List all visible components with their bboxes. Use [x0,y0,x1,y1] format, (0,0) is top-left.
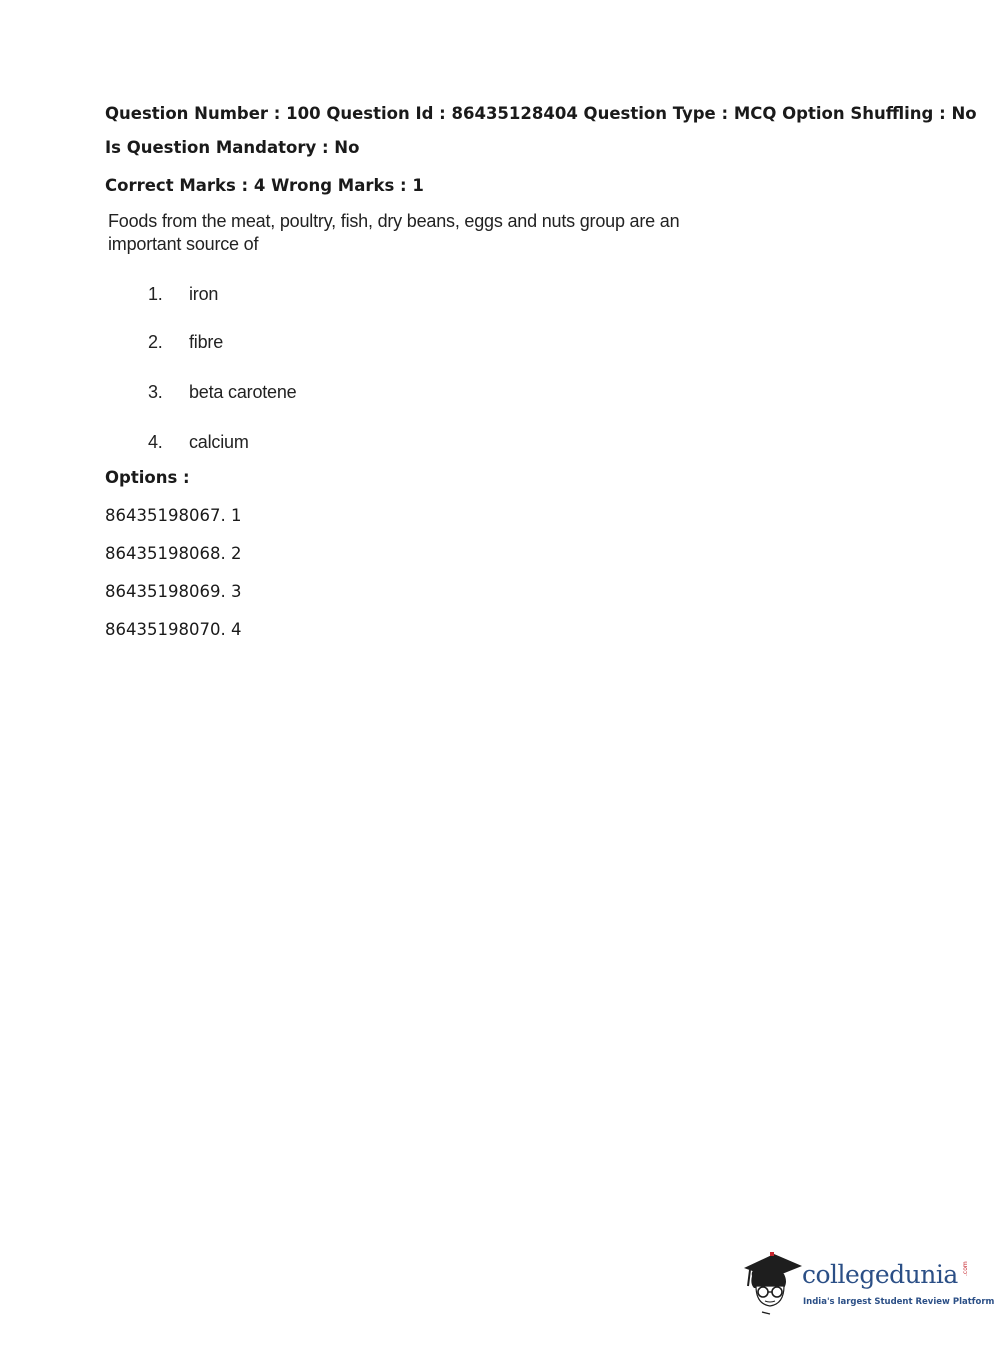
logo-tagline: India's largest Student Review Platform [803,1297,995,1307]
option-row: 86435198070. 4 [105,620,242,639]
choice-number: 4. [148,432,163,452]
logo-suffix: .com [962,1261,969,1276]
choice-text: beta carotene [189,382,297,402]
option-row: 86435198069. 3 [105,582,242,601]
choice-number: 1. [148,284,163,304]
choice-item [148,432,249,453]
collegedunia-logo [740,1246,995,1316]
choice-item [148,284,218,305]
option-row: 86435198067. 1 [105,506,242,525]
question-mandatory-line: Is Question Mandatory : No [105,138,360,157]
question-number-line: Question Number : 100 Question Id : 86435128404 Question Type : MCQ Option Shuffling : No [105,104,977,123]
choice-number: 2. [148,332,163,352]
options-label: Options : [105,468,190,487]
choice-text: iron [189,284,219,304]
mascot-icon [740,1246,802,1316]
choice-item [148,332,223,353]
choice-number: 3. [148,382,163,402]
option-row: 86435198068. 2 [105,544,242,563]
logo-wordmark: collegedunia [802,1260,958,1289]
marks-line: Correct Marks : 4 Wrong Marks : 1 [105,176,424,195]
choice-item [148,382,296,403]
choice-text: fibre [189,332,224,352]
choice-text: calcium [189,432,249,452]
question-text: Foods from the meat, poultry, fish, dry beans, eggs and nuts group are an important source of [108,211,680,254]
